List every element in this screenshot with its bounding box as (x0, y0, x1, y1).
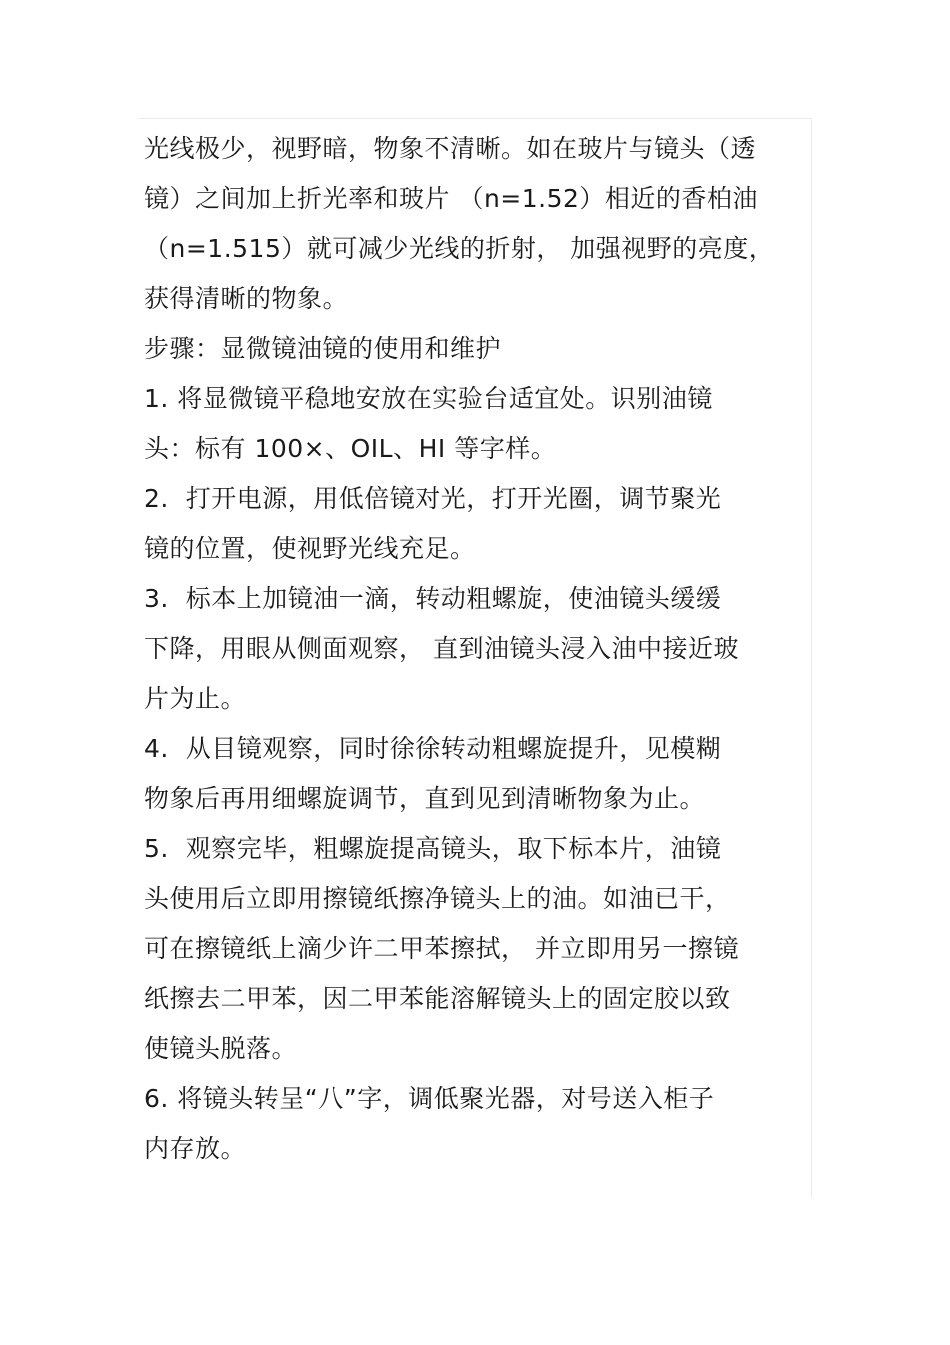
step-3-line: 下降，用眼从侧面观察， 直到油镜头浸入油中接近玻 (144, 634, 739, 663)
text-line: 镜）之间加上折光率和玻片 （n=1.52）相近的香柏油 (144, 184, 758, 213)
step-1-line: 1. 将显微镜平稳地安放在实验台适宜处。识别油镜 (144, 384, 713, 413)
document-body (144, 124, 804, 1174)
step-4-line: 4. 从目镜观察，同时徐徐转动粗螺旋提升，见模糊 (144, 734, 722, 763)
text-line: （n=1.515）就可减少光线的折射， 加强视野的亮度， (144, 234, 775, 263)
step-3-line: 3. 标本上加镜油一滴，转动粗螺旋，使油镜头缓缓 (144, 584, 722, 613)
step-2-line: 镜的位置，使视野光线充足。 (144, 534, 476, 563)
text-line: 光线极少，视野暗，物象不清晰。如在玻片与镜头（透 (144, 134, 757, 163)
step-6-line: 内存放。 (144, 1134, 247, 1163)
text-line: 获得清晰的物象。 (144, 284, 349, 313)
step-5-line: 可在擦镜纸上滴少许二甲苯擦拭， 并立即用另一擦镜 (144, 934, 739, 963)
section-heading: 步骤：显微镜油镜的使用和维护 (144, 334, 502, 363)
step-4-line: 物象后再用细螺旋调节，直到见到清晰物象为止。 (144, 784, 706, 813)
step-5-line: 头使用后立即用擦镜纸擦净镜头上的油。如油已干， (144, 884, 731, 913)
step-2-line: 2. 打开电源，用低倍镜对光，打开光圈，调节聚光 (144, 484, 722, 513)
step-5-line: 使镜头脱落。 (144, 1034, 298, 1063)
step-1-line: 头：标有 100×、OIL、HI 等字样。 (144, 434, 557, 463)
step-6-line: 6. 将镜头转呈“八”字，调低聚光器，对号送入柜子 (144, 1084, 715, 1113)
step-5-line: 5. 观察完毕，粗螺旋提高镜头，取下标本片，油镜 (144, 834, 722, 863)
step-3-line: 片为止。 (144, 684, 247, 713)
step-5-line: 纸擦去二甲苯，因二甲苯能溶解镜头上的固定胶以致 (144, 984, 731, 1013)
